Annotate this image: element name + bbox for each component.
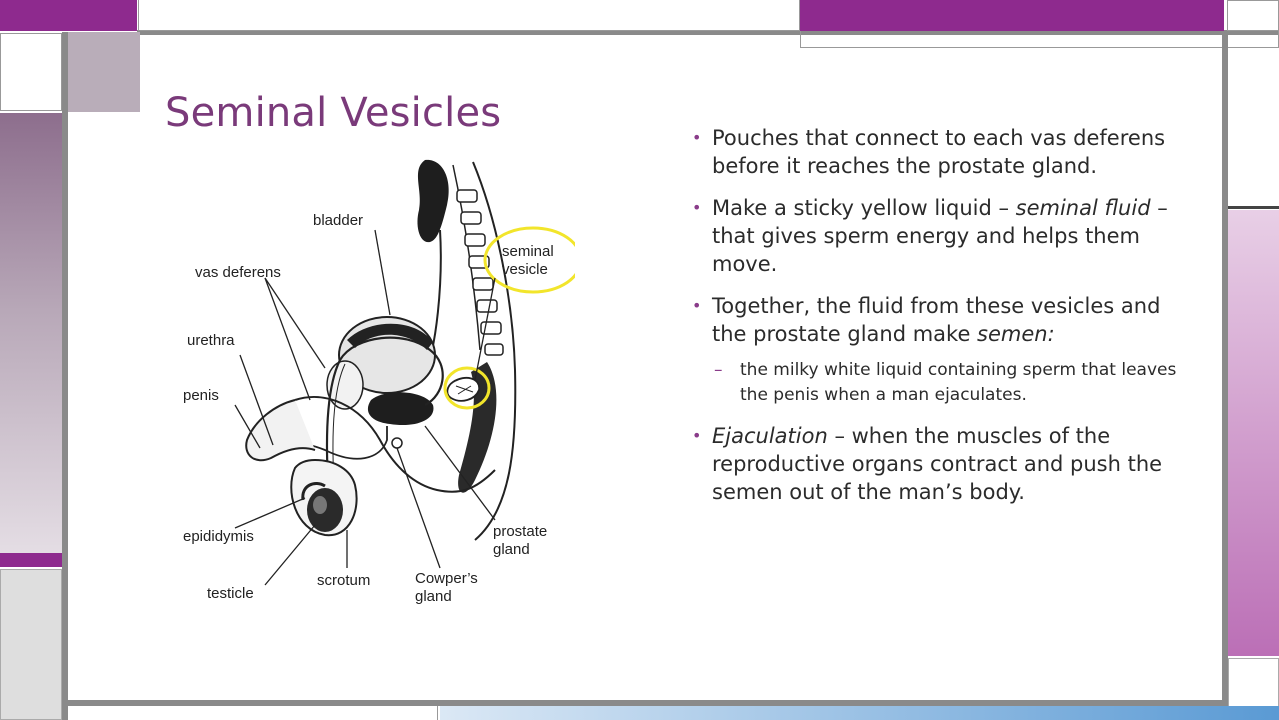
bullet-text: Pouches that connect to each vas deferens before it reaches the prostate gland.: [712, 126, 1166, 178]
kidney-shape: [417, 160, 448, 242]
bullet-pouches: [690, 124, 1180, 180]
left-gray-line: [62, 32, 68, 720]
left-outline-box: [0, 33, 62, 111]
mauve-square: [66, 32, 140, 112]
left-bottom-gray-box: [0, 569, 62, 720]
male-reproductive-diagram: [175, 150, 575, 620]
seminal-vesicle-highlight-label: [485, 228, 575, 292]
top-right-purple-bar: [800, 0, 1224, 31]
label-seminal: seminal: [502, 243, 554, 260]
right-pink-gradient: [1228, 210, 1279, 656]
label-cowpers-2: gland: [415, 588, 452, 605]
penis-organ: [246, 400, 315, 460]
slide-title: Seminal Vesicles: [165, 90, 502, 136]
bottom-left-box: [68, 706, 438, 720]
seminal-vesicle-organ: [447, 378, 479, 401]
label-cowpers-1: Cowper’s: [415, 570, 478, 587]
left-purple-accent: [0, 553, 64, 567]
emphasis-ejaculation: Ejaculation: [712, 424, 828, 448]
label-bladder: bladder: [313, 212, 364, 229]
emphasis-seminal-fluid: seminal fluid: [1015, 196, 1151, 220]
sub-bullet-list: [712, 358, 1180, 408]
left-gradient-bar: [0, 113, 62, 553]
bottom-blue-gradient: [440, 706, 1279, 720]
bullet-ejaculation: [690, 422, 1180, 506]
bullet-seminal-fluid: [690, 194, 1180, 278]
label-vas-deferens: vas deferens: [195, 264, 281, 281]
top-left-purple-bar: [0, 0, 137, 31]
label-prostate-2: gland: [493, 541, 530, 558]
label-urethra: urethra: [187, 332, 235, 349]
emphasis-semen: semen:: [977, 322, 1055, 346]
bullet-text: Make a sticky yellow liquid –: [712, 196, 1016, 220]
label-scrotum: scrotum: [317, 572, 371, 589]
vertebrae: [457, 190, 503, 355]
top-center-outline-box: [138, 0, 800, 31]
label-epididymis: epididymis: [183, 528, 254, 545]
bullet-list: [690, 124, 1180, 520]
bullet-text: – that gives sperm energy and helps them move.: [712, 196, 1168, 276]
label-penis: penis: [183, 387, 219, 404]
cowpers-gland-organ: [392, 438, 402, 448]
label-vesicle: vesicle: [502, 261, 548, 278]
bullet-text: Together, the fluid from these vesicles and the prostate gland make: [712, 294, 1161, 346]
right-outline-box: [1228, 48, 1279, 208]
top-right-corner-box: [1227, 0, 1279, 31]
bullet-semen: [690, 292, 1180, 408]
top-right-outline-box: [800, 31, 1279, 48]
right-dark-line: [1228, 206, 1279, 209]
sub-bullet-semen-definition: – the milky white liquid containing sperm that leaves the penis when a man ejaculates.: [712, 358, 1180, 408]
label-testicle: testicle: [207, 585, 254, 602]
bullet-text: – when the muscles of the reproductive organs contract and push the semen out of the man’s body.: [712, 424, 1163, 504]
prostate-organ: [368, 392, 434, 425]
label-prostate-1: prostate: [493, 523, 548, 540]
